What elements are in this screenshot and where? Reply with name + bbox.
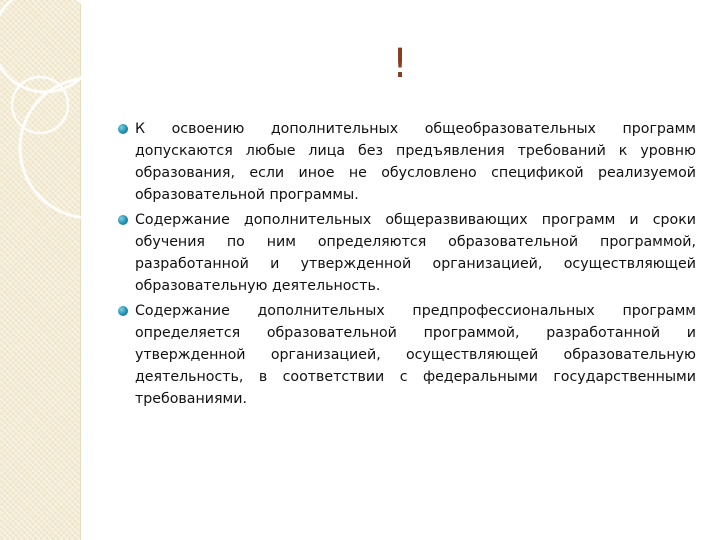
bullet-item-1 [118,118,696,206]
decorative-circle-small [12,77,68,133]
slide-title: ! [391,41,409,87]
bullet-icon [118,124,128,134]
bullet-text: Содержание дополнительных общеразвивающих программ и сроки обучения по ним определяются образовательной программой, разработанной и утвержденной организацией, осуществляющей образовательную деятельность. [135,212,696,294]
bullet-item-3 [118,300,696,410]
bullet-icon [118,306,128,316]
bullet-icon [118,215,128,225]
bullet-text: Содержание дополнительных предпрофессиональных программ определяется образовательной программой, разработанной и утвержденной организацией, осуществляющей образовательную деятельность, в соответствии с федеральными государственными требованиями. [135,303,696,407]
bullet-list [118,118,696,413]
bullet-item-2 [118,209,696,297]
bullet-text: К освоению дополнительных общеобразовательных программ допускаются любые лица без предъявления требований к уровню образования, если иное не обусловлено спецификой реализуемой образовательной программы. [135,121,696,203]
